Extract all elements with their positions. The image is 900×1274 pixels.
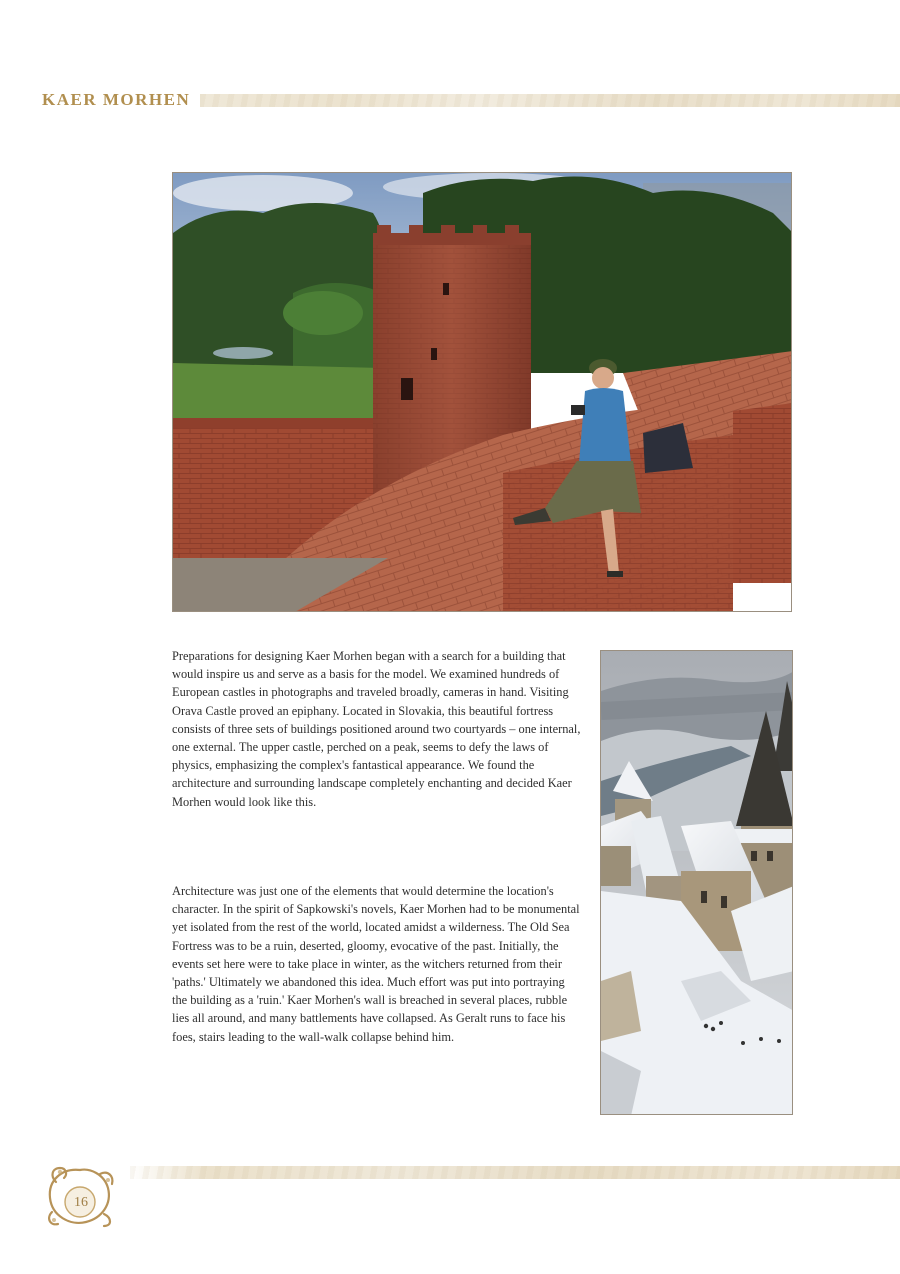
body-paragraph-ruin-character: Architecture was just one of the elements that would determine the location's character. In the spirit of Sapkowski's novels, Kaer Morhen had to be monumental yet isolated from the rest of the world, located amidst a wilderness. The Old Sea Fortress was to be a ruin, deserted, gloomy, evocative of the past. Initially, the events set here were to take place in winter, as the witchers returned from their 'paths.' Ultimately we abandoned this idea. Much effort was put into portraying the building as a 'ruin.' Kaer Morhen's wall is breached in several places, rubble lies all around, and many battlements have collapsed. As Geralt runs to face his foes, stairs leading to the wall-walk collapse behind him. (172, 884, 580, 1044)
body-paragraph-orava-castle: Preparations for designing Kaer Morhen began with a search for a building that would inspire us and serve as a basis for the model. We examined hundreds of European castles in photographs and traveled broadly, cameras in hand. Visiting Orava Castle proved an epiphany. Located in Slovakia, this beautiful fortress consists of three sets of buildings positioned around two courtyards – one internal, one external. The upper castle, perched on a peak, seems to defy the laws of physics, emphasizing the complex's fantastical appearance. We found the architecture and surrounding landscape completely enchanting and decided Kaer Morhen would look like this. (172, 649, 581, 809)
chapter-title: KAER MORHEN (42, 90, 191, 109)
header-decorative-band (200, 94, 900, 107)
page-number: 16 (74, 1195, 88, 1210)
castle-wall-photo (172, 172, 792, 612)
snowy-castle-photo (600, 650, 793, 1115)
footer-decorative-band (130, 1166, 900, 1179)
